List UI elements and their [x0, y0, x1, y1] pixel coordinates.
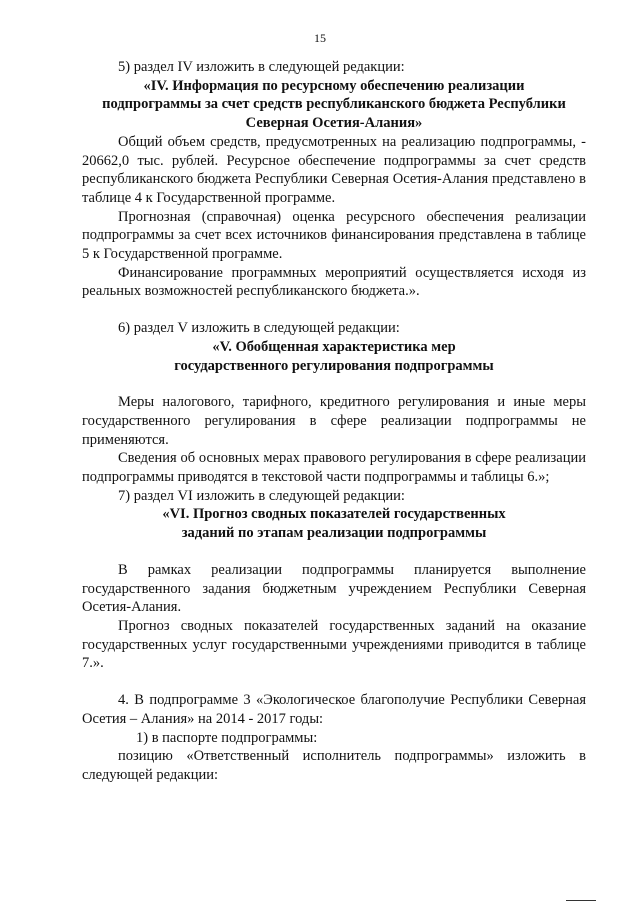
section-heading — [82, 77, 586, 133]
heading-line: подпрограммы за счет средств республиканского бюджета Республики — [102, 96, 566, 113]
paragraph: позицию «Ответственный исполнитель подпрограммы» изложить в следующей редакции: — [82, 748, 586, 783]
list-item: 5) раздел IV изложить в следующей редакции: — [118, 59, 405, 75]
paragraph: Прогнозная (справочная) оценка ресурсного обеспечения реализации подпрограммы за счет всех источников финансирования представлена в таблице 5 к Государственной программе. — [82, 208, 586, 263]
heading-line: «IV. Информация по ресурсному обеспечению реализации — [143, 77, 525, 94]
heading-line: государственного регулирования подпрограммы — [174, 357, 494, 374]
section-heading — [82, 338, 586, 375]
heading-line: Северная Осетия-Алания» — [245, 115, 423, 132]
paragraph: Меры налогового, тарифного, кредитного регулирования и иные меры государственного регулирования в сфере реализации подпрограммы не применяются. — [82, 394, 586, 448]
paragraph: Прогноз сводных показателей государственных заданий на оказание государственных услуг государственными учреждениями приводится в таблице 7.». — [82, 617, 586, 672]
list-item: 6) раздел V изложить в следующей редакции: — [118, 320, 400, 337]
paragraph: Общий объем средств, предусмотренных на реализацию подпрограммы, - 20662,0 тыс. рублей. Ресурсное обеспечение подпрограммы за счет средств республиканского бюджета Республики Северная Осетия-Алания представлено в таблице 4 к Государственной программе. — [82, 133, 586, 206]
heading-line: заданий по этапам реализации подпрограммы — [181, 525, 487, 542]
paragraph: 4. В подпрограмме 3 «Экологическое благополучие Республики Северная Осетия – Алания» на 2014 - 2017 годы: — [82, 692, 586, 727]
heading-line: «V. Обобщенная характеристика мер — [212, 338, 456, 355]
list-item: 7) раздел VI изложить в следующей редакции: — [118, 487, 405, 504]
corner-mark — [566, 900, 596, 901]
heading-line: «VI. Прогноз сводных показателей государственных — [162, 506, 506, 523]
paragraph: Финансирование программных мероприятий осуществляется исходя из реальных возможностей республиканского бюджета.». — [82, 264, 586, 300]
section-heading — [82, 505, 586, 542]
page-number: 15 — [314, 31, 326, 45]
paragraph: В рамках реализации подпрограммы планируется выполнение государственного задания бюджетным учреждением Республики Северная Осетия-Алания. — [82, 561, 586, 616]
paragraph: Сведения об основных мерах правового регулирования в сфере реализации подпрограммы приводятся в текстовой части подпрограммы и таблицы 6.»; — [82, 450, 586, 486]
list-item: 1) в паспорте подпрограммы: — [136, 729, 318, 746]
document-body — [82, 58, 586, 785]
